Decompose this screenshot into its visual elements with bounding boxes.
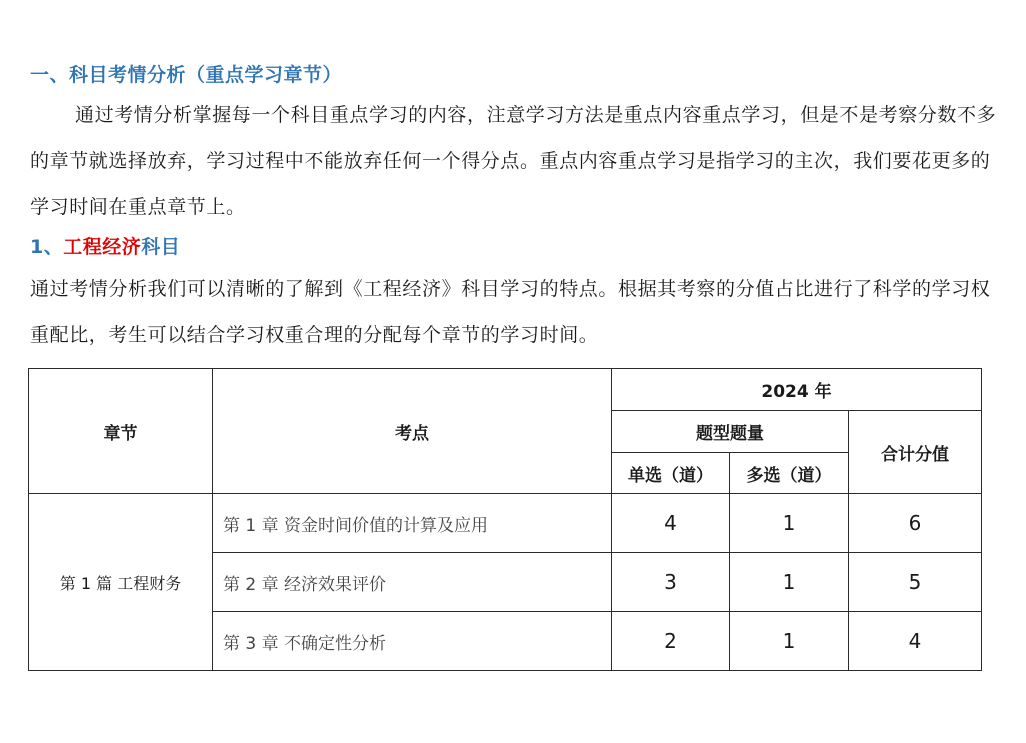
table-header-row [29,369,982,411]
total-score-header: 合计分值 [849,411,982,494]
multi-choice-header: 多选（道） [730,453,849,494]
part-cell: 第 1 篇 工程财务 [29,494,213,671]
multi-count-cell: 1 [730,612,849,671]
year-header: 2024 年 [612,369,982,411]
chapter-cell: 第 1 章 资金时间价值的计算及应用 [213,494,612,553]
multi-count-cell: 1 [730,553,849,612]
single-count-cell: 4 [612,494,730,553]
chapter-cell: 第 3 章 不确定性分析 [213,612,612,671]
total-score-cell: 5 [849,553,982,612]
single-count-cell: 3 [612,553,730,612]
multi-count-cell: 1 [730,494,849,553]
table-row [29,494,982,553]
total-score-cell: 4 [849,612,982,671]
single-choice-header: 单选（道） [612,453,730,494]
intro-paragraph: 通过考情分析掌握每一个科目重点学习的内容，注意学习方法是重点内容重点学习，但是不是考察分数不多的章节就选择放弃，学习过程中不能放弃任何一个得分点。重点内容重点学习是指学习的主次，我们要花更多的学习时间在重点章节上。 [30,104,997,218]
chapter-header: 章节 [29,369,213,494]
subject-heading-suffix: 科目 [141,236,181,258]
subject-heading [30,232,180,259]
subject-paragraph: 通过考情分析我们可以清晰的了解到《工程经济》科目学习的特点。根据其考察的分值占比进行了科学的学习权重配比，考生可以结合学习权重合理的分配每个章节的学习时间。 [30,278,991,346]
point-header: 考点 [213,369,612,494]
total-score-cell: 6 [849,494,982,553]
single-count-cell: 2 [612,612,730,671]
question-types-header: 题型题量 [612,411,849,453]
subject-heading-number: 1、 [30,236,64,258]
chapter-cell: 第 2 章 经济效果评价 [213,553,612,612]
subject-heading-name: 工程经济 [63,236,142,258]
section-heading: 一、科目考情分析（重点学习章节） [30,64,343,86]
exam-analysis-table [28,368,982,671]
